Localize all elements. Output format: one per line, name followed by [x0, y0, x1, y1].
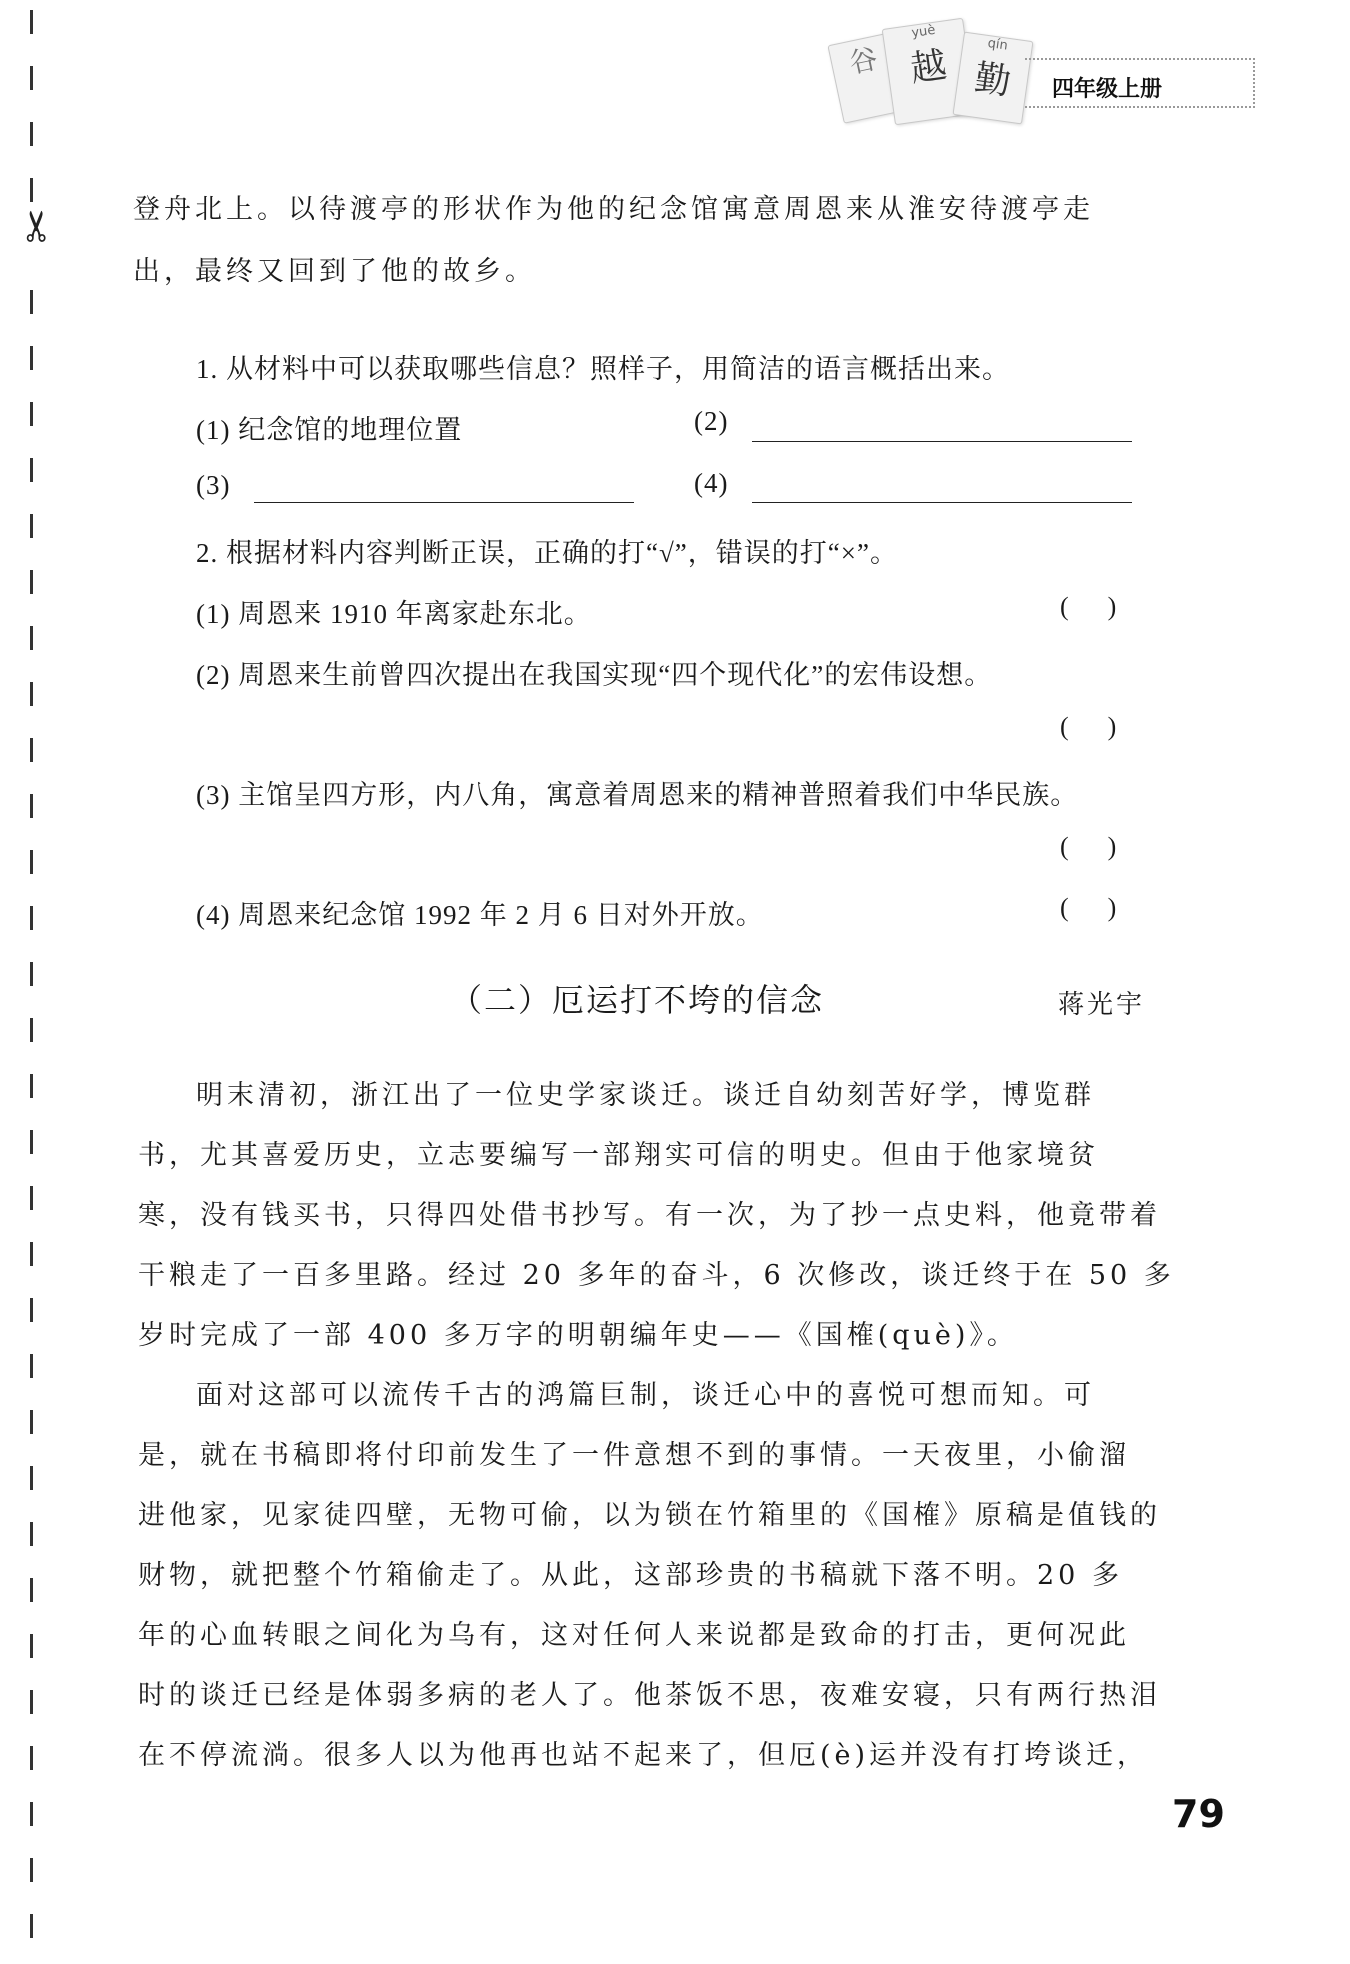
cut-line-dash: [30, 1242, 33, 1266]
passage-line: 时的谈迁已经是体弱多病的老人了。他茶饭不思，夜难安寝，只有两行热泪: [138, 1680, 1161, 1711]
q2-item: (2) 周恩来生前曾四次提出在我国实现“四个现代化”的宏伟设想。: [196, 660, 993, 690]
cut-line-dash: [30, 1690, 33, 1714]
cut-line-dash: [30, 1746, 33, 1770]
cut-line-dash: [30, 1074, 33, 1098]
logo-badge: [952, 32, 1033, 125]
answer-blank[interactable]: [752, 501, 1132, 503]
answer-parentheses[interactable]: ( ): [1060, 893, 1117, 922]
cut-line-dash: [30, 626, 33, 650]
q1-item-2-label: (2): [694, 406, 729, 436]
passage-line: 明末清初，浙江出了一位史学家谈迁。谈迁自幼刻苦好学，博览群: [196, 1080, 1095, 1111]
passage-line: 在不停流淌。很多人以为他再也站不起来了，但厄(è)运并没有打垮谈迁，: [138, 1740, 1149, 1771]
passage-line: 是，就在书稿即将付印前发生了一件意想不到的事情。一天夜里，小偷溜: [138, 1440, 1130, 1471]
passage-line: 进他家，见家徒四壁，无物可偷，以为锁在竹箱里的《国榷》原稿是值钱的: [138, 1500, 1161, 1531]
cut-line-dash: [30, 962, 33, 986]
intro-line: 出，最终又回到了他的故乡。: [133, 256, 536, 287]
scissors-icon: ✂: [12, 208, 62, 244]
passage-line: 书，尤其喜爱历史，立志要编写一部翔实可信的明史。但由于他家境贫: [138, 1140, 1099, 1171]
badge-char: 越: [907, 44, 950, 91]
cut-line-dash: [30, 10, 33, 34]
passage-line: 干粮走了一百多里路。经过 20 多年的奋斗，6 次修改，谈迁终于在 50 多: [138, 1260, 1175, 1291]
badge-pinyin: qín: [986, 35, 1009, 54]
cut-line-dash: [30, 1130, 33, 1154]
cut-line-dash: [30, 850, 33, 874]
cut-line-dash: [30, 794, 33, 818]
answer-parentheses[interactable]: ( ): [1060, 592, 1117, 621]
cut-line-dash: [30, 178, 33, 202]
cut-line-dash: [30, 1634, 33, 1658]
passage-line: 财物，就把整个竹箱偷走了。从此，这部珍贵的书稿就下落不明。20 多: [138, 1560, 1123, 1591]
question-1-prompt: 1. 从材料中可以获取哪些信息？照样子，用简洁的语言概括出来。: [196, 354, 1010, 384]
page-number: 79: [1172, 1792, 1225, 1836]
cut-line-dash: [30, 1186, 33, 1210]
cut-line-dash: [30, 514, 33, 538]
badge-char: 勤: [971, 57, 1014, 104]
q2-item: (3) 主馆呈四方形，内八角，寓意着周恩来的精神普照着我们中华民族。: [196, 780, 1079, 810]
cut-line-dash: [30, 738, 33, 762]
cut-line-dash: [30, 1522, 33, 1546]
answer-blank[interactable]: [254, 501, 634, 503]
q2-item: (1) 周恩来 1910 年离家赴东北。: [196, 599, 592, 629]
cut-line-dash: [30, 1802, 33, 1826]
badge-pinyin: yuè: [910, 22, 937, 41]
cut-line-dash: [30, 122, 33, 146]
cut-line-dash: [30, 906, 33, 930]
cut-line-dash: [30, 1018, 33, 1042]
q2-item: (4) 周恩来纪念馆 1992 年 2 月 6 日对外开放。: [196, 900, 764, 930]
cut-line-dash: [30, 346, 33, 370]
cut-line-dash: [30, 402, 33, 426]
passage-line: 年的心血转眼之间化为乌有，这对任何人来说都是致命的打击，更何况此: [138, 1620, 1130, 1651]
answer-blank[interactable]: [752, 440, 1132, 442]
q1-item-4-label: (4): [694, 468, 729, 498]
page-header: [820, 18, 1260, 128]
cut-line-dash: [30, 1298, 33, 1322]
cut-line-dash: [30, 1466, 33, 1490]
passage-line: 寒，没有钱买书，只得四处借书抄写。有一次，为了抄一点史料，他竟带着: [138, 1200, 1161, 1231]
q1-item-3-label: (3): [196, 470, 231, 500]
answer-parentheses[interactable]: ( ): [1060, 712, 1117, 741]
badge-char: 谷: [846, 41, 881, 80]
cut-line-dash: [30, 1578, 33, 1602]
cut-line: [30, 10, 38, 1960]
passage-line: 岁时完成了一部 400 多万字的明朝编年史——《国榷(què)》。: [138, 1320, 1018, 1351]
cut-line-dash: [30, 290, 33, 314]
cut-line-dash: [30, 1410, 33, 1434]
question-2-prompt: 2. 根据材料内容判断正误，正确的打“√”，错误的打“×”。: [196, 538, 898, 568]
section-author: 蒋光宇: [1058, 990, 1146, 1020]
cut-line-dash: [30, 66, 33, 90]
cut-line-dash: [30, 1914, 33, 1938]
passage-line: 面对这部可以流传千古的鸿篇巨制，谈迁心中的喜悦可想而知。可: [196, 1380, 1095, 1411]
section-title: （二）厄运打不垮的信念: [450, 981, 825, 1019]
cut-line-dash: [30, 458, 33, 482]
grade-label: 四年级上册: [1052, 77, 1163, 102]
cut-line-dash: [30, 682, 33, 706]
cut-line-dash: [30, 1858, 33, 1882]
intro-line: 登舟北上。以待渡亭的形状作为他的纪念馆寓意周恩来从淮安待渡亭走: [133, 194, 1094, 225]
answer-parentheses[interactable]: ( ): [1060, 832, 1117, 861]
q1-item-1: (1) 纪念馆的地理位置: [196, 415, 463, 445]
cut-line-dash: [30, 570, 33, 594]
cut-line-dash: [30, 1354, 33, 1378]
